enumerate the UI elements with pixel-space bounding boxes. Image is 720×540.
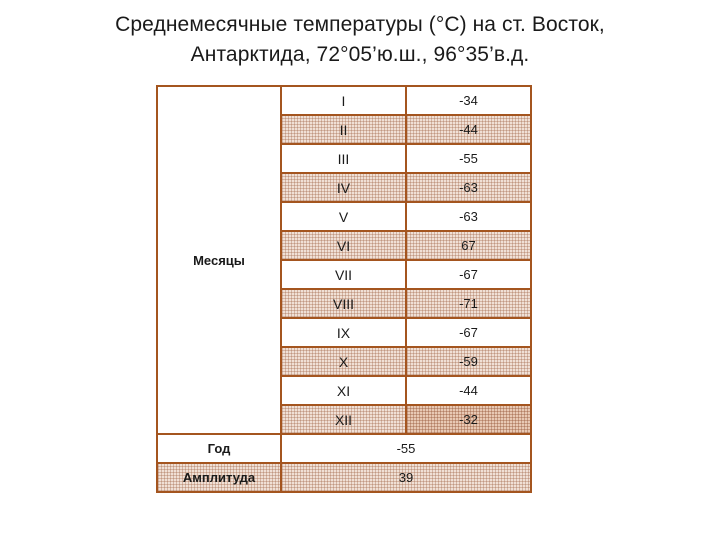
month-cell: XII xyxy=(281,405,406,434)
month-cell: I xyxy=(281,86,406,115)
year-value: -55 xyxy=(281,434,531,463)
title-line-2: Антарктида, 72°05’ю.ш., 96°35’в.д. xyxy=(190,43,530,66)
value-cell: -44 xyxy=(406,115,531,144)
value-cell: -63 xyxy=(406,173,531,202)
month-cell: V xyxy=(281,202,406,231)
value-cell: -34 xyxy=(406,86,531,115)
table-row xyxy=(157,86,531,115)
amplitude-row xyxy=(157,463,531,492)
month-cell: IV xyxy=(281,173,406,202)
amplitude-value: 39 xyxy=(281,463,531,492)
month-cell: X xyxy=(281,347,406,376)
months-label: Месяцы xyxy=(157,86,281,434)
value-cell: -67 xyxy=(406,318,531,347)
value-cell: -44 xyxy=(406,376,531,405)
value-cell: -32 xyxy=(406,405,531,434)
value-cell: -71 xyxy=(406,289,531,318)
temperature-table xyxy=(156,85,532,493)
month-cell: XI xyxy=(281,376,406,405)
page-title xyxy=(0,10,720,70)
month-cell: VIII xyxy=(281,289,406,318)
amplitude-label: Амплитуда xyxy=(157,463,281,492)
value-cell: -63 xyxy=(406,202,531,231)
month-cell: II xyxy=(281,115,406,144)
month-cell: IX xyxy=(281,318,406,347)
year-row xyxy=(157,434,531,463)
title-line-1: Среднемесячные температуры (°С) на ст. Восток, xyxy=(115,13,605,36)
value-cell: -55 xyxy=(406,144,531,173)
value-cell: -59 xyxy=(406,347,531,376)
value-cell: -67 xyxy=(406,260,531,289)
month-cell: III xyxy=(281,144,406,173)
value-cell: 67 xyxy=(406,231,531,260)
month-cell: VII xyxy=(281,260,406,289)
year-label: Год xyxy=(157,434,281,463)
month-cell: VI xyxy=(281,231,406,260)
